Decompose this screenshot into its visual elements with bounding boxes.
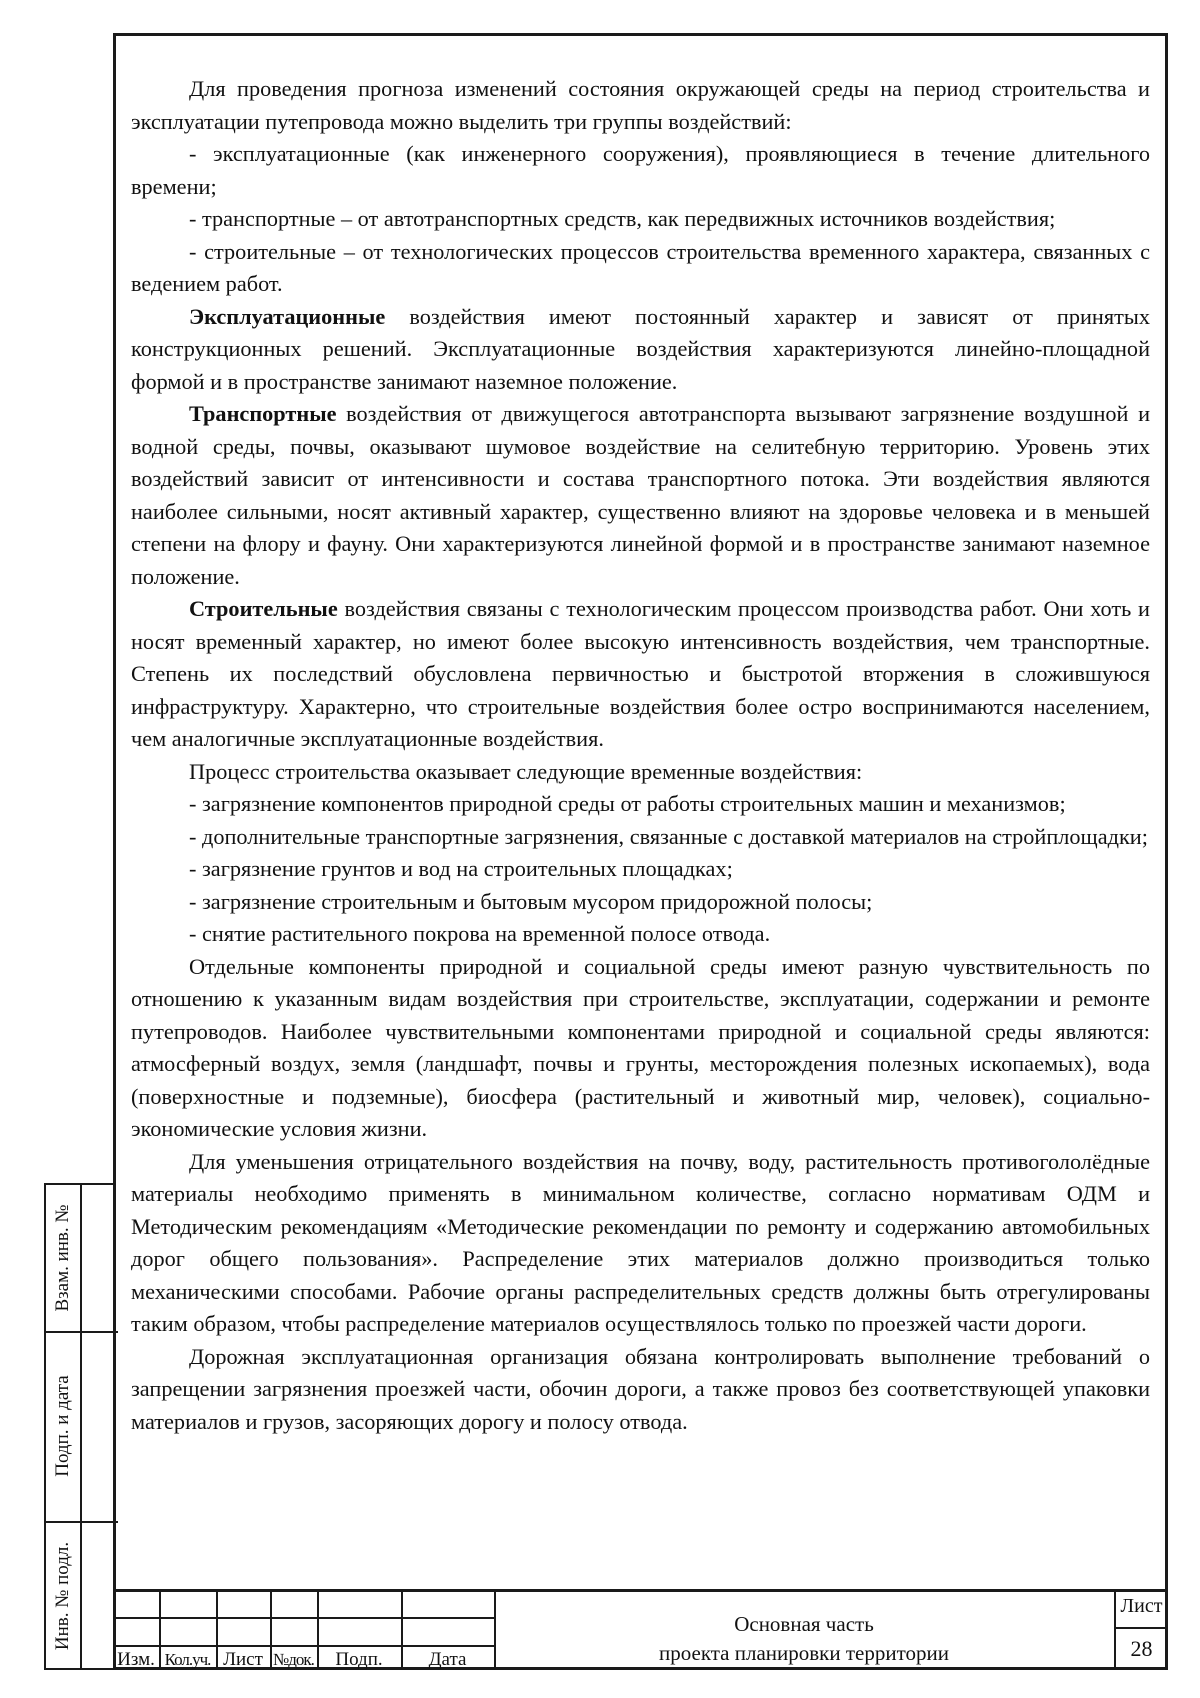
document-body	[131, 73, 1150, 1438]
paragraph	[131, 593, 1150, 756]
paragraph-text: воздействия имеют постоянный характер и зависят от принятых конструкционных решений. Эксплуатационные воздействия характеризуются линейно-площадной формой и в пространстве занимают наземное положение.	[131, 303, 1150, 394]
col-data: Дата	[428, 1649, 467, 1670]
stamp-inv-podl: Инв. № подл.	[52, 1541, 73, 1651]
side-stamp	[44, 1183, 116, 1670]
list-item: - транспортные – от автотранспортных средств, как передвижных источников воздействия;	[189, 206, 1056, 231]
col-ndok: №док.	[273, 1650, 314, 1669]
paragraph: Для уменьшения отрицательного воздействия на почву, воду, растительность противогололёдные материалы необходимо применять в минимальном количестве, согласно нормативам ОДМ и Методическим рекомендациям «Методические рекомендации по ремонту и содержанию автомобильных дорог общего пользования». Распределение этих материалов должно производиться только механическими способами. Рабочие органы распределительных средств должны быть отрегулированы таким образом, чтобы распределение материалов осуществлялось только по проезжей части дороги.	[131, 1148, 1150, 1336]
paragraph	[131, 301, 1150, 399]
doc-title-line1: Основная часть	[734, 1612, 874, 1636]
bold-term: Эксплуатационные	[189, 303, 386, 329]
list-item: - эксплуатационные (как инженерного сооружения), проявляющиеся в течение длительного времени;	[131, 141, 1150, 199]
paragraph-text: воздействия связаны с технологическим процессом производства работ. Они хоть и носят временный характер, но имеют более высокую интенсивность воздействия, чем транспортные. Степень их последствий обусловлена первичностью и быстротой вторжения в сложившуюся инфраструктуру. Характерно, что строительные воздействия более остро воспринимаются населением, чем аналогичные эксплуатационные воздействия.	[131, 596, 1150, 751]
sheet-number: 28	[1130, 1636, 1153, 1661]
stamp-podp-data: Подп. и дата	[52, 1375, 73, 1477]
list-item: - строительные – от технологических процессов строительства временного характера, связанных с ведением работ.	[131, 238, 1150, 296]
paragraph	[131, 398, 1150, 593]
list-item: - загрязнение строительным и бытовым мусором придорожной полосы;	[189, 888, 873, 914]
stamp-vzam-inv: Взам. инв. №	[52, 1204, 73, 1312]
list-item: - загрязнение грунтов и вод на строительных площадках;	[189, 856, 733, 881]
sheet-label: Лист	[1120, 1595, 1163, 1617]
doc-title-line2: проекта планировки территории	[659, 1641, 949, 1665]
bold-term: Транспортные	[189, 401, 337, 426]
paragraph: Отдельные компоненты природной и социальной среды имеют разную чувствительность по отношению к указанным видам воздействия при строительстве, эксплуатации, содержании и ремонте путепроводов. Наиболее чувствительными компонентами природной и социальной среды являются: атмосферный воздух, земля (ландшафт, почвы и грунты, месторождения полезных ископаемых), вода (поверхностные и подземные), биосфера (растительный и животный мир, человек), социально-экономические условия жизни.	[131, 953, 1150, 1141]
paragraph-text: воздействия от движущегося автотранспорта вызывают загрязнение воздушной и водной среды, почвы, оказывают шумовое воздействие на селитебную территорию. Уровень этих воздействий зависит от интенсивности и состава транспортного потока. Эти воздействия являются наиболее сильными, носят активный характер, существенно влияют на здоровье человека и в меньшей степени на флору и фауну. Они характеризуются линейной формой и в пространстве занимают наземное положение.	[131, 401, 1150, 589]
col-kol-uch: Кол.уч.	[164, 1650, 211, 1669]
list-item: - снятие растительного покрова на временной полосе отвода.	[189, 921, 771, 946]
col-izm: Изм.	[117, 1649, 155, 1670]
title-block	[113, 1589, 1168, 1670]
paragraph: Процесс строительства оказывает следующие временные воздействия:	[189, 758, 863, 784]
col-podp: Подп.	[335, 1649, 383, 1670]
paragraph: Дорожная эксплуатационная организация обязана контролировать выполнение требований о запрещении загрязнения проезжей части, обочин дороги, а также провоз без соответствующей упаковки материалов и грузов, засоряющих дорогу и полосу отвода.	[131, 1343, 1150, 1434]
list-item: - загрязнение компонентов природной среды от работы строительных машин и механизмов;	[189, 791, 1066, 816]
bold-term: Строительные	[189, 596, 338, 621]
list-item: - дополнительные транспортные загрязнения, связанные с доставкой материалов на стройплощадки;	[189, 823, 1148, 849]
paragraph: Для проведения прогноза изменений состояния окружающей среды на период строительства и эксплуатации путепровода можно выделить три группы воздействий:	[131, 76, 1150, 134]
col-list: Лист	[223, 1649, 263, 1670]
